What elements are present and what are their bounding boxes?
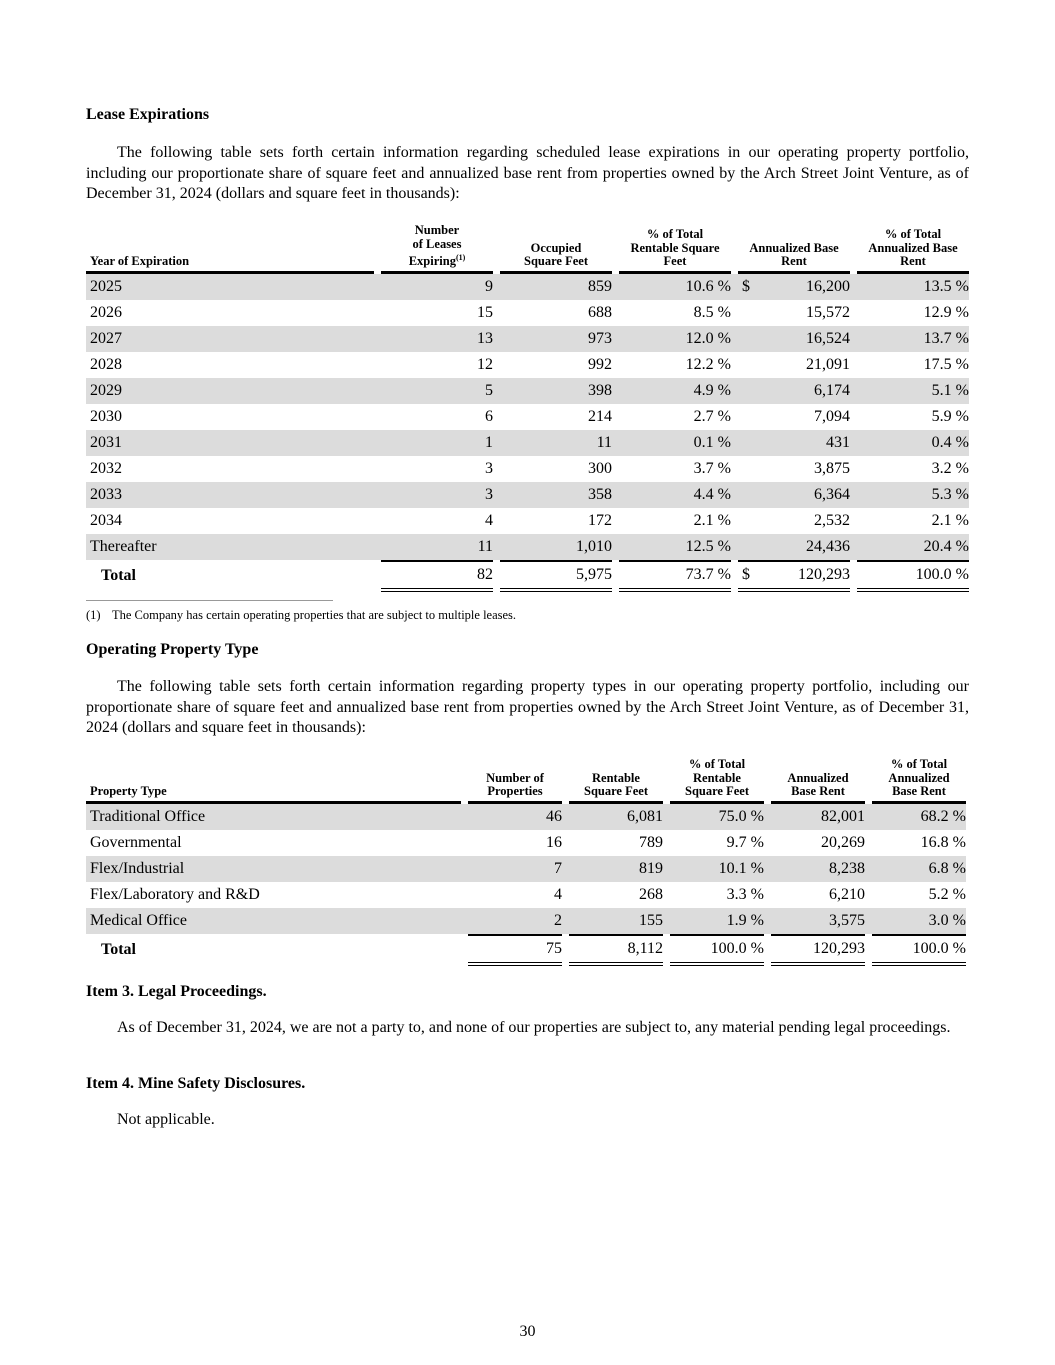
row-label: 2028	[90, 355, 122, 373]
row-label: 2032	[90, 459, 122, 477]
table-row	[86, 534, 969, 560]
row-label: 2033	[86, 482, 374, 508]
total-row	[86, 560, 969, 592]
row-label: Flex/Industrial	[86, 856, 461, 882]
footnote-divider	[86, 600, 333, 601]
total-label: Total	[101, 566, 136, 584]
cell-sqft: 789	[639, 833, 663, 851]
cell-pct-rent: 5.3 %	[857, 482, 969, 508]
property-type-table	[86, 758, 966, 966]
cell-pct-rent: 2.1 %	[931, 511, 969, 529]
item3-body: As of December 31, 2024, we are not a party to, and none of our properties are subject to, any material pending legal proceedings.	[117, 1019, 951, 1036]
cell-sqft: 859	[500, 274, 612, 300]
cell-num: 16	[546, 833, 562, 851]
table-row	[86, 430, 969, 456]
cell-pct-rent: 3.2 %	[931, 459, 969, 477]
cell-pct-rent: 5.1 %	[857, 378, 969, 404]
cell-leases: 1	[381, 430, 493, 456]
cell-pct-rent: 17.5 %	[923, 355, 969, 373]
page-number: 30	[519, 1323, 536, 1340]
col-header-pct-annualized-rent: % of Total Annualized Base Rent	[868, 227, 958, 269]
cell-leases: 4	[485, 511, 493, 529]
cell-rent: 15,572	[806, 303, 850, 321]
total-label: Total	[101, 940, 136, 958]
cell-sqft: 973	[500, 326, 612, 352]
cell-pct-rent: 6.8 %	[872, 856, 966, 882]
row-label: 2034	[90, 511, 122, 529]
lease-expirations-intro: The following table sets forth certain information regarding scheduled lease expirations in our operating property portfolio, including our proportionate share of square feet and annualized base rent from properties owned by the Arch Street Joint Venture, as of December 31, 2024 (dollars and square feet in thousands):	[86, 144, 969, 202]
lease-expirations-table	[86, 224, 969, 592]
cell-rent: 3,575	[771, 908, 865, 934]
cell-pct-rent: 0.4 %	[857, 430, 969, 456]
col-header-year: Year of Expiration	[90, 254, 190, 269]
total-num: 75	[468, 934, 562, 966]
cell-leases: 11	[381, 534, 493, 560]
total-pct-sqft: 73.7 %	[619, 560, 731, 592]
cell-sqft: 155	[569, 908, 663, 934]
cell-pct-rent: 12.9 %	[923, 303, 969, 321]
total-sqft: 5,975	[500, 560, 612, 592]
cell-leases: 3	[381, 482, 493, 508]
cell-rent: 16,524	[738, 326, 850, 352]
cell-pct-sqft: 1.9 %	[670, 908, 764, 934]
table-row	[86, 830, 966, 856]
cell-pct-sqft: 12.5 %	[619, 534, 731, 560]
cell-pct-rent: 5.2 %	[928, 885, 966, 903]
row-label: 2029	[86, 378, 374, 404]
table-header-row	[86, 224, 969, 271]
cell-sqft: 688	[588, 303, 612, 321]
row-label: Traditional Office	[86, 804, 461, 830]
col-header-leases: Number of Leases Expiring$^{(1)}$	[408, 223, 466, 269]
table-row	[86, 274, 969, 300]
cell-sqft: 6,081	[569, 804, 663, 830]
col-header-annualized-rent: Annualized Base Rent	[749, 240, 839, 269]
cell-leases: 15	[477, 303, 493, 321]
footnote-ref: (1)	[455, 253, 466, 262]
row-label: Flex/Laboratory and R&D	[90, 885, 260, 903]
cell-pct-sqft: 10.6 %	[619, 274, 731, 300]
cell-sqft: 300	[588, 459, 612, 477]
table-row	[86, 856, 966, 882]
cell-rent: 21,091	[806, 355, 850, 373]
cell-sqft: 268	[639, 885, 663, 903]
section-heading-lease-expirations: Lease Expirations	[86, 106, 210, 123]
cell-pct-sqft: 10.1 %	[670, 856, 764, 882]
cell-pct-sqft: 2.1 %	[693, 511, 731, 529]
table-row	[86, 378, 969, 404]
cell-pct-rent: 5.9 %	[931, 407, 969, 425]
cell-num: 2	[468, 908, 562, 934]
cell-pct-sqft: 12.0 %	[619, 326, 731, 352]
row-label: 2030	[90, 407, 122, 425]
cell-pct-rent: 13.7 %	[857, 326, 969, 352]
cell-rent: 6,174	[738, 378, 850, 404]
cell-rent: 8,238	[771, 856, 865, 882]
cell-pct-rent: 16.8 %	[920, 833, 966, 851]
col-header-number-of-properties: Number of Properties	[486, 770, 544, 798]
cell-pct-rent: 3.0 %	[872, 908, 966, 934]
cell-pct-sqft: 8.5 %	[693, 303, 731, 321]
total-sqft: 8,112	[569, 934, 663, 966]
table-row	[86, 908, 966, 934]
cell-num: 4	[554, 885, 562, 903]
cell-rent: 7,094	[814, 407, 850, 425]
table-row	[86, 508, 969, 534]
row-label: Medical Office	[86, 908, 461, 934]
total-pct-sqft: 100.0 %	[670, 934, 764, 966]
table-row	[86, 404, 969, 430]
currency-symbol: $	[742, 277, 750, 295]
total-rent: 120,293	[771, 934, 865, 966]
col-header-pct-annualized-rent: % of Total Annualized Base Rent	[888, 757, 950, 798]
cell-pct-sqft: 9.7 %	[726, 833, 764, 851]
item4-heading: Item 4. Mine Safety Disclosures.	[86, 1075, 306, 1092]
cell-leases: 3	[485, 459, 493, 477]
item4-body: Not applicable.	[117, 1111, 215, 1128]
col-header-property-type: Property Type	[90, 784, 167, 798]
cell-sqft: 819	[569, 856, 663, 882]
total-row	[86, 934, 966, 966]
total-leases: 82	[381, 560, 493, 592]
cell-sqft: 1,010	[500, 534, 612, 560]
footnote: (1) The Company has certain operating properties that are subject to multiple leases.	[86, 608, 517, 622]
cell-leases: 13	[381, 326, 493, 352]
col-header-occupied-sqft: Occupied Square Feet	[524, 240, 588, 269]
row-label: 2025	[86, 274, 374, 300]
item3-heading: Item 3. Legal Proceedings.	[86, 983, 267, 1000]
total-pct-rent: 100.0 %	[857, 560, 969, 592]
cell-num: 46	[468, 804, 562, 830]
section-heading-operating-property-type: Operating Property Type	[86, 641, 259, 658]
cell-rent: 20,269	[821, 833, 865, 851]
cell-pct-sqft: 4.9 %	[619, 378, 731, 404]
table-row	[86, 456, 969, 482]
cell-sqft: 11	[500, 430, 612, 456]
col-header-annualized-rent: Annualized Base Rent	[787, 770, 849, 798]
cell-leases: 5	[381, 378, 493, 404]
col-header-rentable-sqft: Rentable Square Feet	[584, 770, 648, 798]
cell-rent: 431	[738, 430, 850, 456]
cell-pct-rent: 68.2 %	[872, 804, 966, 830]
cell-pct-sqft: 4.4 %	[619, 482, 731, 508]
table-row	[86, 300, 969, 326]
total-rent: $ 120,293	[738, 560, 850, 592]
table-row	[86, 482, 969, 508]
cell-pct-rent: 20.4 %	[857, 534, 969, 560]
cell-pct-sqft: 3.3 %	[726, 885, 764, 903]
table-row	[86, 326, 969, 352]
cell-sqft: 358	[500, 482, 612, 508]
cell-rent: 24,436	[738, 534, 850, 560]
col-header-pct-rentable-sqft: % of Total Rentable Square Feet	[630, 227, 720, 269]
cell-pct-sqft: 75.0 %	[670, 804, 764, 830]
table-row	[86, 352, 969, 378]
row-label: 2031	[86, 430, 374, 456]
row-label: 2027	[86, 326, 374, 352]
cell-rent: 3,875	[814, 459, 850, 477]
cell-sqft: 172	[588, 511, 612, 529]
cell-pct-sqft: 2.7 %	[693, 407, 731, 425]
cell-rent: 6,364	[738, 482, 850, 508]
table-row	[86, 882, 966, 908]
cell-pct-sqft: 0.1 %	[619, 430, 731, 456]
cell-rent: 2,532	[814, 511, 850, 529]
cell-rent: 82,001	[771, 804, 865, 830]
operating-property-type-intro: The following table sets forth certain information regarding property types in our operating property portfolio, including our proportionate share of square feet and annualized base rent from properties owned by the Arch Street Joint Venture, as of December 31, 2024 (dollars and square feet in thousands):	[86, 678, 969, 736]
total-pct-rent: 100.0 %	[872, 934, 966, 966]
cell-pct-sqft: 3.7 %	[693, 459, 731, 477]
cell-sqft: 214	[588, 407, 612, 425]
cell-rent: 6,210	[829, 885, 865, 903]
row-label: 2026	[90, 303, 122, 321]
cell-pct-rent: 13.5 %	[857, 274, 969, 300]
cell-leases: 12	[477, 355, 493, 373]
cell-leases: 6	[485, 407, 493, 425]
cell-leases: 9	[381, 274, 493, 300]
cell-pct-sqft: 12.2 %	[685, 355, 731, 373]
cell-rent: $ 16,200	[738, 274, 850, 300]
row-label: Governmental	[90, 833, 182, 851]
cell-sqft: 992	[588, 355, 612, 373]
currency-symbol: $	[742, 565, 750, 583]
table-row	[86, 804, 966, 830]
table-header-row	[86, 758, 966, 801]
col-header-pct-rentable-sqft: % of Total Rentable Square Feet	[685, 757, 749, 798]
cell-sqft: 398	[500, 378, 612, 404]
row-label: Thereafter	[86, 534, 374, 560]
cell-num: 7	[468, 856, 562, 882]
